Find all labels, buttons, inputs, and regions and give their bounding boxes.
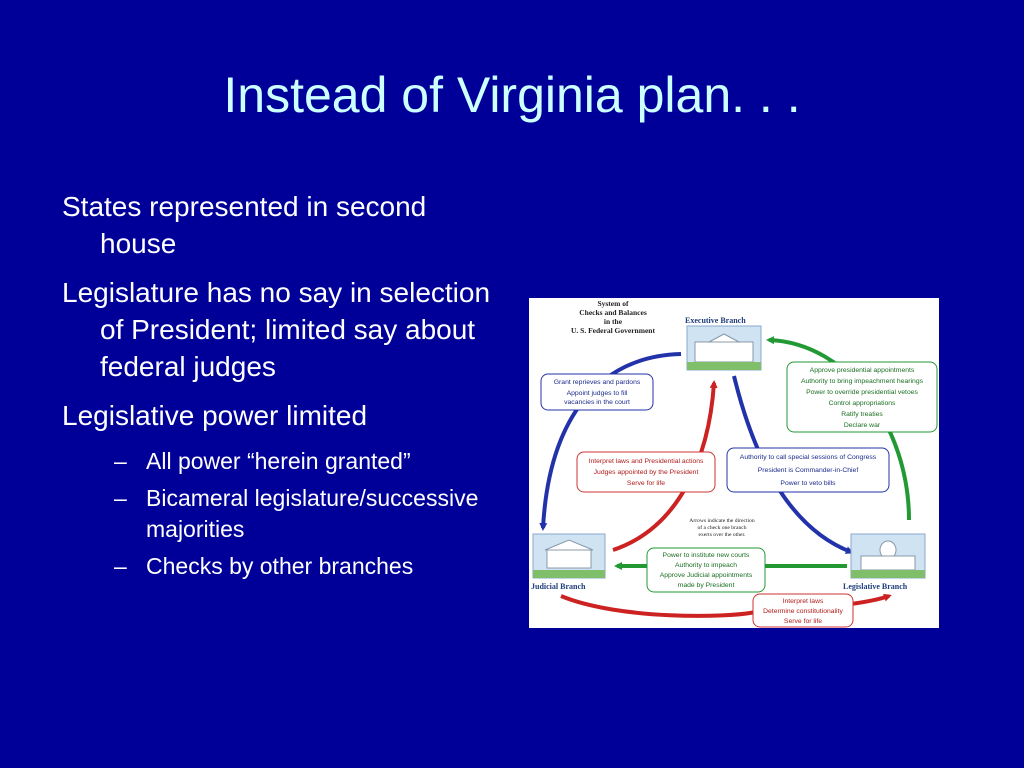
capitol-icon <box>851 534 925 578</box>
box-legis-to-exec-line-5: Ratify treaties <box>841 411 883 418</box>
box-judicial-to-exec-line-1: Interpret laws and Presidential actions <box>588 458 704 465</box>
executive-branch-label: Executive Branch <box>685 316 746 325</box>
sub-bullet-1-text: All power “herein granted” <box>146 448 411 474</box>
box-judicial-to-exec-line-3: Serve for life <box>626 480 666 487</box>
box-exec-to-judicial <box>541 374 653 410</box>
supreme-court-icon <box>533 534 605 578</box>
box-exec-to-judicial-line-3: vacancies in the court <box>564 399 630 406</box>
box-exec-to-legis-line-3: Power to veto bills <box>780 480 836 487</box>
box-legis-to-judicial-line-4: made by President <box>677 582 735 589</box>
diagram-title-line-3: in the <box>603 317 623 326</box>
dash-marker: – <box>114 485 127 511</box>
box-legis-to-judicial-line-3: Approve Judicial appointments <box>659 572 753 579</box>
box-legis-to-exec-line-4: Control appropriations <box>828 400 896 407</box>
arrow-legend-note <box>689 518 755 538</box>
diagram-title-line-1: System of <box>597 299 629 308</box>
diagram-title-line-4: U. S. Federal Government <box>571 326 655 335</box>
box-legis-to-judicial <box>647 548 765 592</box>
legislative-branch-label: Legislative Branch <box>843 582 908 591</box>
box-legis-to-exec-line-2: Authority to bring impeachment hearings <box>800 378 924 385</box>
box-judicial-to-exec <box>577 452 715 492</box>
dash-marker: – <box>114 553 127 579</box>
sub-bullet-1 <box>62 446 502 477</box>
white-house-icon <box>687 326 761 370</box>
box-legis-to-exec-line-3: Power to override presidential vetoes <box>806 389 918 396</box>
sub-bullet-2 <box>62 483 502 545</box>
sub-bullet-3 <box>62 551 502 582</box>
arrow-note-line-2: of a check one branch <box>697 525 747 531</box>
box-exec-to-judicial-line-1: Grant reprieves and pardons <box>553 379 641 386</box>
box-exec-to-legis <box>727 448 889 492</box>
box-exec-to-legis-line-1: Authority to call special sessions of Congress <box>739 454 877 461</box>
box-judicial-to-exec-line-2: Judges appointed by the President <box>593 469 699 476</box>
box-legis-to-judicial-line-1: Power to institute new courts <box>662 552 750 559</box>
box-exec-to-judicial-line-2: Appoint judges to fill <box>566 390 628 397</box>
arrow-note-line-3: exerts over the other. <box>698 532 746 538</box>
slide-title: Instead of Virginia plan. . . <box>223 67 801 123</box>
judicial-branch-label: Judicial Branch <box>531 582 586 591</box>
arrow-note-line-1: Arrows indicate the direction <box>689 518 755 524</box>
box-legis-to-exec-line-6: Declare war <box>843 422 881 429</box>
bullet-1: States represented in second house <box>62 191 427 259</box>
box-judicial-to-legis-line-3: Serve for life <box>783 618 823 625</box>
bullet-3: Legislative power limited <box>62 400 368 431</box>
box-legis-to-judicial-line-2: Authority to impeach <box>675 562 737 569</box>
bullet-2: Legislature has no say in selection of President; limited say about federal judges <box>62 277 491 382</box>
box-exec-to-legis-line-2: President is Commander-in-Chief <box>757 467 859 474</box>
box-judicial-to-legis-line-2: Determine constitutionality <box>763 608 843 615</box>
sub-bullet-3-text: Checks by other branches <box>146 553 414 579</box>
box-legis-to-exec <box>787 362 937 432</box>
diagram-title-line-2: Checks and Balances <box>579 308 647 317</box>
bullet-list <box>62 188 502 586</box>
diagram-svg <box>529 298 939 628</box>
box-judicial-to-legis-line-1: Interpret laws <box>782 598 824 605</box>
checks-and-balances-diagram <box>529 298 939 628</box>
box-legis-to-exec-line-1: Approve presidential appointments <box>809 367 915 374</box>
box-judicial-to-legis <box>753 594 853 627</box>
diagram-title <box>571 299 655 335</box>
dash-marker: – <box>114 448 127 474</box>
sub-bullet-2-text: Bicameral legislature/successive majorities <box>146 485 479 542</box>
